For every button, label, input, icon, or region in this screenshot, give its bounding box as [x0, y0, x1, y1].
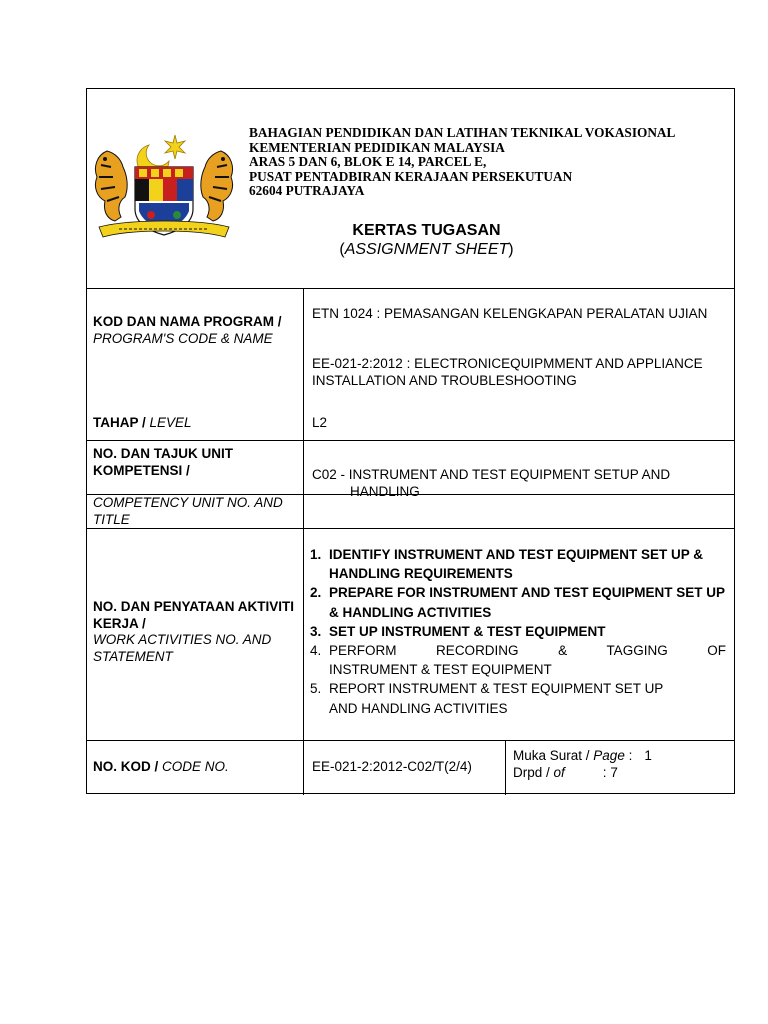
level-value: L2: [312, 415, 328, 430]
sheet-header: [87, 89, 734, 289]
page-counter: Muka Surat / Page : 1 Drpd / of : 7: [505, 741, 734, 795]
activity-item: 1. IDENTIFY INSTRUMENT AND TEST EQUIPMENT SET UP & HANDLING REQUIREMENTS: [310, 547, 704, 582]
code-value: EE-021-2:2012-C02/T(2/4): [312, 759, 472, 774]
competency-unit-row: [87, 441, 734, 529]
work-activities-row: [87, 529, 734, 741]
org-line: 62604 PUTRAJAYA: [249, 183, 365, 199]
program-label-en: PROGRAM'S CODE & NAME: [93, 330, 273, 346]
code-label: NO. KOD /: [93, 759, 159, 774]
level-label-en: LEVEL: [149, 415, 192, 430]
activity-item: 2. PREPARE FOR INSTRUMENT AND TEST EQUIPMENT SET UP & HANDLING ACTIVITIES: [310, 585, 725, 620]
code-label-cell: [87, 741, 304, 795]
page-number: 1: [644, 748, 652, 763]
unit-label: NO. DAN TAJUK UNIT KOMPETENSI /: [93, 446, 233, 478]
level-row: [87, 407, 734, 441]
activity-item: 4. PERFORM RECORDING & TAGGING OF INSTRUMENT & TEST EQUIPMENT: [310, 643, 726, 678]
code-row: [87, 741, 734, 795]
sheet-title: KERTAS TUGASAN: [352, 222, 501, 239]
activities-label: NO. DAN PENYATAAN AKTIVITI KERJA /: [93, 599, 295, 631]
program-code-name: EE-021-2:2012 : ELECTRONICEQUIPMMENT AND APPLIANCE INSTALLATION AND TROUBLESHOOTING: [312, 356, 703, 388]
organization-address: [249, 126, 675, 199]
activities-value-cell: [304, 529, 734, 740]
level-label-cell: [87, 407, 304, 440]
activity-item: 3. SET UP INSTRUMENT & TEST EQUIPMENT: [310, 623, 606, 639]
org-line: PUSAT PENTADBIRAN KERAJAAN PERSEKUTUAN: [249, 168, 573, 184]
level-value-cell: [304, 407, 734, 440]
unit-value-cell: [304, 441, 734, 528]
org-line: BAHAGIAN PENDIDIKAN DAN LATIHAN TEKNIKAL VOKASIONAL: [249, 125, 676, 140]
program-label: KOD DAN NAMA PROGRAM /: [93, 314, 282, 329]
sheet-subtitle: (ASSIGNMENT SHEET): [339, 241, 514, 258]
activities-label-cell: [87, 529, 304, 740]
activity-item: 5. REPORT INSTRUMENT & TEST EQUIPMENT SET UP AND HANDLING ACTIVITIES: [310, 681, 664, 716]
activities-list: [310, 545, 726, 718]
org-line: ARAS 5 DAN 6, BLOK E 14, PARCEL E,: [249, 154, 487, 170]
activities-label-en: WORK ACTIVITIES NO. AND STATEMENT: [93, 632, 272, 664]
code-value-cell: [304, 741, 734, 795]
assignment-sheet: [86, 88, 735, 794]
unit-title: C02 - INSTRUMENT AND TEST EQUIPMENT SETUP AND: [312, 467, 671, 482]
total-pages: 7: [610, 765, 618, 780]
code-label-en: CODE NO.: [162, 759, 229, 774]
level-label: TAHAP /: [93, 415, 146, 430]
org-line: KEMENTERIAN PEDIDIKAN MALAYSIA: [249, 139, 505, 155]
unit-label-cell: [87, 441, 304, 528]
unit-label-en: COMPETENCY UNIT NO. AND TITLE: [93, 495, 283, 527]
program-name: ETN 1024 : PEMASANGAN KELENGKAPAN PERALATAN UJIAN: [312, 306, 708, 321]
unit-title-cont: HANDLING: [350, 483, 420, 499]
